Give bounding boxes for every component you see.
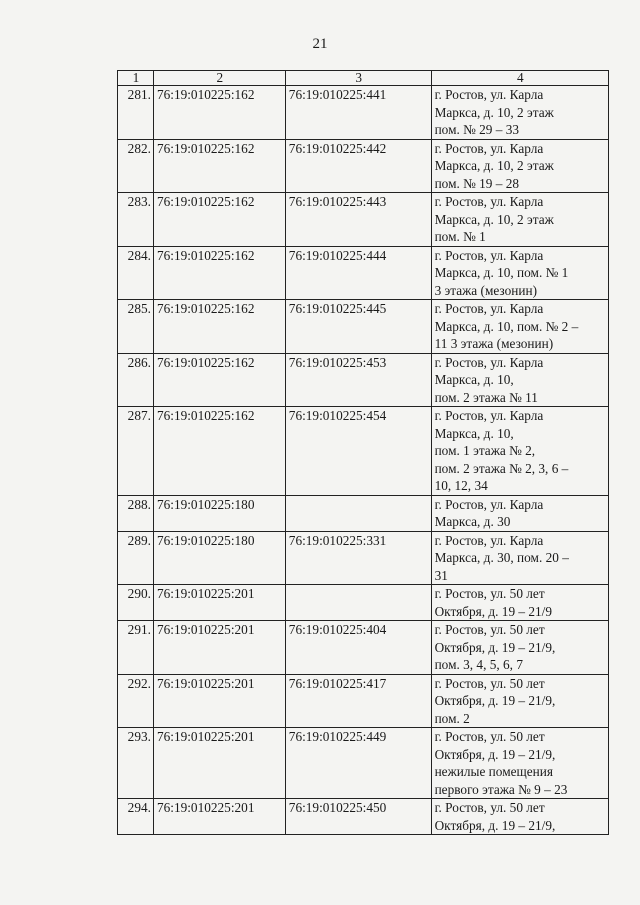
address-line: пом. № 19 – 28 — [434, 175, 520, 191]
address-cell — [431, 353, 608, 407]
address-line: Маркса, д. 10, 2 этаж — [434, 211, 554, 227]
table-row — [118, 246, 609, 300]
object-number-cell: 76:19:010225:449 — [285, 728, 431, 799]
table-row — [118, 799, 609, 835]
address-line: Октября, д. 19 – 21/9 — [434, 603, 553, 619]
address-line: пом. № 1 — [434, 229, 486, 244]
parcel-number-cell: 76:19:010225:201 — [153, 728, 285, 799]
table-body — [118, 86, 609, 835]
object-number-cell: 76:19:010225:445 — [285, 300, 431, 354]
row-number-cell: 294. — [118, 799, 154, 835]
address-cell — [431, 139, 608, 193]
row-number-cell: 285. — [118, 300, 154, 354]
row-number-cell: 289. — [118, 531, 154, 585]
parcel-number-cell: 76:19:010225:201 — [153, 799, 285, 835]
row-number-cell: 287. — [118, 407, 154, 496]
address-cell — [431, 86, 608, 140]
address-line: Маркса, д. 10, 2 этаж — [434, 158, 554, 173]
address-line: г. Ростов, ул. Карла — [434, 354, 544, 370]
address-line: Маркса, д. 10, — [434, 372, 514, 387]
address-line: пом. 1 этажа № 2, — [434, 443, 536, 458]
address-cell — [431, 407, 608, 496]
address-line: г. Ростов, ул. Карла — [434, 140, 544, 156]
parcel-number-cell: 76:19:010225:162 — [153, 353, 285, 407]
object-number-cell — [285, 495, 431, 531]
address-line: Маркса, д. 30 — [434, 514, 511, 529]
address-line: г. Ростов, ул. Карла — [434, 301, 544, 316]
address-line: Маркса, д. 10, 2 этаж — [434, 104, 554, 120]
address-line: 3 этажа (мезонин) — [434, 282, 538, 298]
address-line: г. Ростов, ул. 50 лет — [434, 729, 545, 744]
table-row — [118, 193, 609, 247]
row-number-cell: 292. — [118, 674, 154, 728]
object-number-cell: 76:19:010225:417 — [285, 674, 431, 728]
address-cell — [431, 495, 608, 531]
table-header-row — [118, 71, 609, 86]
column-header-4: 4 — [431, 71, 608, 86]
address-line: г. Ростов, ул. Карла — [434, 408, 544, 423]
parcel-number-cell: 76:19:010225:162 — [153, 86, 285, 140]
column-header-3: 3 — [285, 71, 431, 86]
table-row — [118, 353, 609, 407]
table-row — [118, 495, 609, 531]
table-row — [118, 621, 609, 675]
address-line: пом. 3, 4, 5, 6, 7 — [434, 657, 523, 672]
address-line: Октября, д. 19 – 21/9, — [434, 693, 556, 708]
column-header-1: 1 — [118, 71, 154, 86]
parcel-number-cell: 76:19:010225:162 — [153, 139, 285, 193]
table-row — [118, 139, 609, 193]
address-line: Октября, д. 19 – 21/9, — [434, 639, 556, 655]
object-number-cell: 76:19:010225:331 — [285, 531, 431, 585]
address-line: Октября, д. 19 – 21/9, — [434, 817, 556, 833]
row-number-cell: 290. — [118, 585, 154, 621]
column-header-2: 2 — [153, 71, 285, 86]
page-number: 21 — [312, 36, 328, 52]
row-number-cell: 286. — [118, 353, 154, 407]
address-line: г. Ростов, ул. Карла — [434, 247, 544, 263]
object-number-cell: 76:19:010225:444 — [285, 246, 431, 300]
row-number-cell: 282. — [118, 139, 154, 193]
parcel-number-cell: 76:19:010225:162 — [153, 300, 285, 354]
address-line: Маркса, д. 10, — [434, 425, 514, 441]
address-line: г. Ростов, ул. Карла — [434, 496, 544, 512]
parcel-number-cell: 76:19:010225:180 — [153, 495, 285, 531]
address-line: г. Ростов, ул. 50 лет — [434, 622, 545, 637]
object-number-cell: 76:19:010225:454 — [285, 407, 431, 496]
address-line: первого этажа № 9 – 23 — [434, 781, 568, 797]
address-line: Маркса, д. 30, пом. 20 – — [434, 550, 569, 565]
address-line: г. Ростов, ул. 50 лет — [434, 675, 545, 691]
parcel-number-cell: 76:19:010225:201 — [153, 585, 285, 621]
property-table — [117, 70, 609, 835]
parcel-number-cell: 76:19:010225:180 — [153, 531, 285, 585]
address-line: Маркса, д. 10, пом. № 2 – — [434, 318, 579, 334]
table-row — [118, 86, 609, 140]
parcel-number-cell: 76:19:010225:162 — [153, 193, 285, 247]
address-cell — [431, 585, 608, 621]
table-row — [118, 728, 609, 799]
address-line: г. Ростов, ул. Карла — [434, 194, 544, 209]
address-line: пом. 2 — [434, 710, 470, 726]
address-line: г. Ростов, ул. 50 лет — [434, 586, 545, 601]
address-line: г. Ростов, ул. Карла — [434, 87, 544, 102]
parcel-number-cell: 76:19:010225:162 — [153, 246, 285, 300]
row-number-cell: 281. — [118, 86, 154, 140]
address-line: 31 — [434, 567, 448, 583]
object-number-cell: 76:19:010225:442 — [285, 139, 431, 193]
object-number-cell: 76:19:010225:441 — [285, 86, 431, 140]
address-cell — [431, 246, 608, 300]
address-line: г. Ростов, ул. 50 лет — [434, 800, 545, 815]
address-line: 11 3 этажа (мезонин) — [434, 336, 554, 351]
row-number-cell: 284. — [118, 246, 154, 300]
address-cell — [431, 674, 608, 728]
object-number-cell — [285, 585, 431, 621]
table-row — [118, 407, 609, 496]
row-number-cell: 293. — [118, 728, 154, 799]
parcel-number-cell: 76:19:010225:201 — [153, 621, 285, 675]
address-line: пом. № 29 – 33 — [434, 122, 520, 137]
address-line: нежилые помещения — [434, 764, 553, 779]
row-number-cell: 288. — [118, 495, 154, 531]
address-line: 10, 12, 34 — [434, 478, 488, 493]
table-row — [118, 674, 609, 728]
address-cell — [431, 799, 608, 835]
address-cell — [431, 531, 608, 585]
address-cell — [431, 728, 608, 799]
address-cell — [431, 621, 608, 675]
address-cell — [431, 300, 608, 354]
object-number-cell: 76:19:010225:453 — [285, 353, 431, 407]
parcel-number-cell: 76:19:010225:162 — [153, 407, 285, 496]
address-line: пом. 2 этажа № 11 — [434, 389, 538, 405]
row-number-cell: 291. — [118, 621, 154, 675]
address-line: Октября, д. 19 – 21/9, — [434, 746, 556, 762]
object-number-cell: 76:19:010225:450 — [285, 799, 431, 835]
object-number-cell: 76:19:010225:404 — [285, 621, 431, 675]
address-line: Маркса, д. 10, пом. № 1 — [434, 265, 569, 280]
address-cell — [431, 193, 608, 247]
table-row — [118, 531, 609, 585]
parcel-number-cell: 76:19:010225:201 — [153, 674, 285, 728]
table-row — [118, 585, 609, 621]
address-line: г. Ростов, ул. Карла — [434, 532, 544, 548]
row-number-cell: 283. — [118, 193, 154, 247]
table-row — [118, 300, 609, 354]
object-number-cell: 76:19:010225:443 — [285, 193, 431, 247]
address-line: пом. 2 этажа № 2, 3, 6 – — [434, 460, 569, 476]
